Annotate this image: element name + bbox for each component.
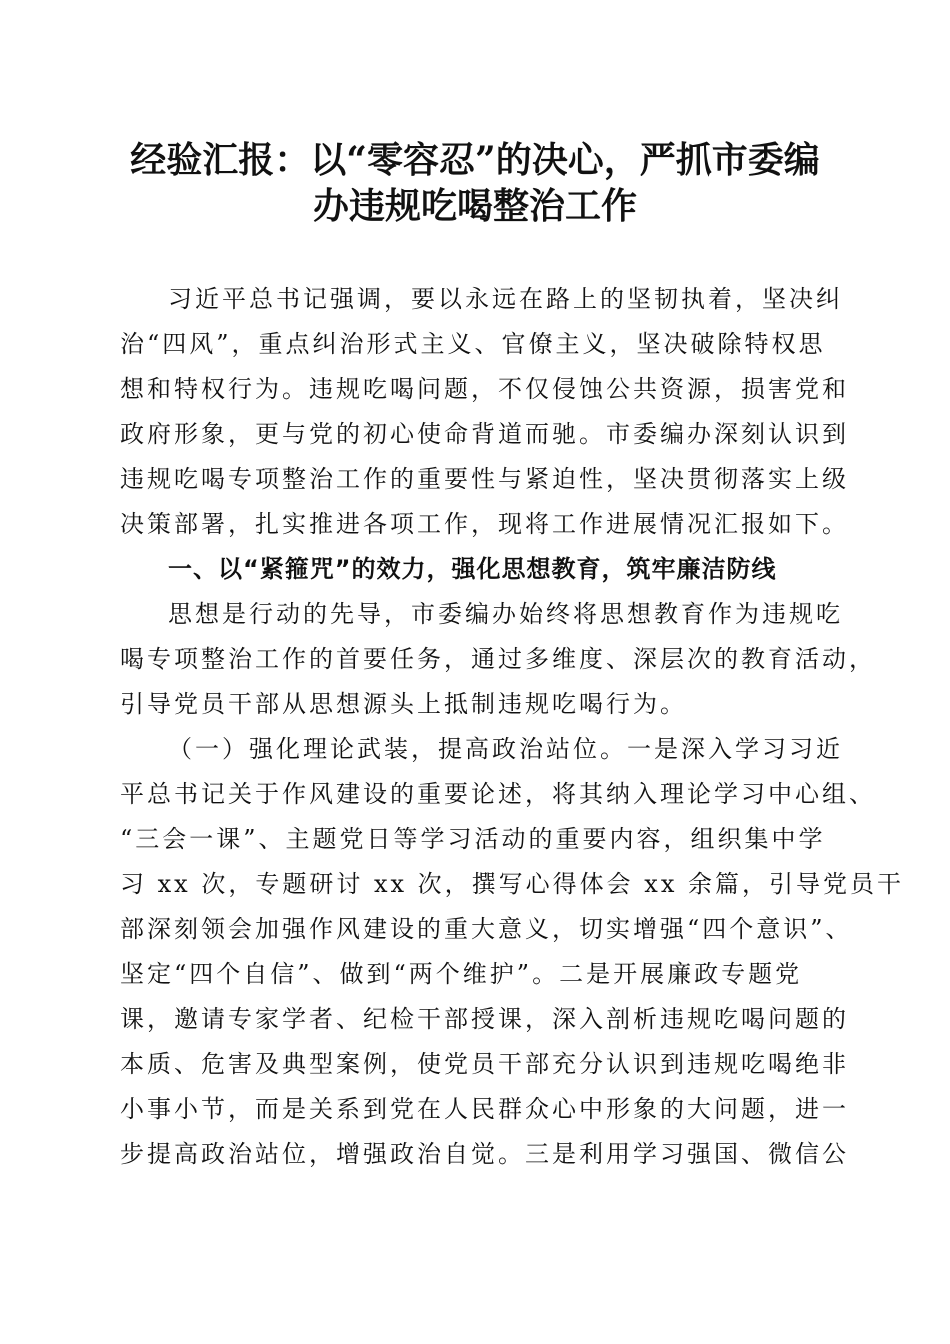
paragraph-subsection1-line: （一）强化理论武装，提高政治站位。一是深入学习习近 <box>168 735 843 763</box>
paragraph-section1-line: 思想是行动的先导，市委编办始终将思想教育作为违规吃 <box>168 600 843 628</box>
document-body <box>120 277 904 1177</box>
paragraph-subsection1-line: 平总书记关于作风建设的重要论述，将其纳入理论学习中心组、 <box>120 780 876 808</box>
paragraph-intro-line: 想和特权行为。违规吃喝问题，不仅侵蚀公共资源，损害党和 <box>120 375 849 403</box>
document-title-line-1: 经验汇报：以“零容忍”的决心，严抓市委编 <box>130 139 820 181</box>
paragraph-subsection1-line: 小事小节，而是关系到党在人民群众心中形象的大问题，进一 <box>120 1095 849 1123</box>
paragraph-section1-line: 引导党员干部从思想源头上抵制违规吃喝行为。 <box>120 690 687 718</box>
paragraph-section1-line: 喝专项整治工作的首要任务，通过多维度、深层次的教育活动， <box>120 645 876 673</box>
paragraph-subsection1-line: 步提高政治站位，增强政治自觉。三是利用学习强国、微信公 <box>120 1140 849 1168</box>
document-title-line-2: 办违规吃喝整治工作 <box>312 185 637 227</box>
section-heading-1: 一、以“紧箍咒”的效力，强化思想教育，筑牢廉洁防线 <box>168 555 777 583</box>
paragraph-intro-line: 违规吃喝专项整治工作的重要性与紧迫性，坚决贯彻落实上级 <box>120 465 849 493</box>
paragraph-subsection1-line: “三会一课”、主题党日等学习活动的重要内容，组织集中学 <box>120 825 826 853</box>
paragraph-intro-line: 决策部署，扎实推进各项工作，现将工作进展情况汇报如下。 <box>120 510 849 538</box>
paragraph-intro-line: 习近平总书记强调，要以永远在路上的坚韧执着，坚决纠 <box>168 285 843 313</box>
paragraph-subsection1-line: 课，邀请专家学者、纪检干部授课，深入剖析违规吃喝问题的 <box>120 1005 849 1033</box>
paragraph-intro-line: 治“四风”，重点纠治形式主义、官僚主义，坚决破除特权思 <box>120 330 826 358</box>
paragraph-subsection1-line: 坚定“四个自信”、做到“两个维护”。二是开展廉政专题党 <box>120 960 803 988</box>
paragraph-intro-line: 政府形象，更与党的初心使命背道而驰。市委编办深刻认识到 <box>120 420 849 448</box>
paragraph-subsection1-line: 习 xx 次，专题研讨 xx 次，撰写心得体会 xx 余篇，引导党员干 <box>120 870 904 898</box>
paragraph-subsection1-line: 部深刻领会加强作风建设的重大意义，切实增强“四个意识”、 <box>120 915 853 943</box>
paragraph-subsection1-line: 本质、危害及典型案例，使党员干部充分认识到违规吃喝绝非 <box>120 1050 849 1078</box>
